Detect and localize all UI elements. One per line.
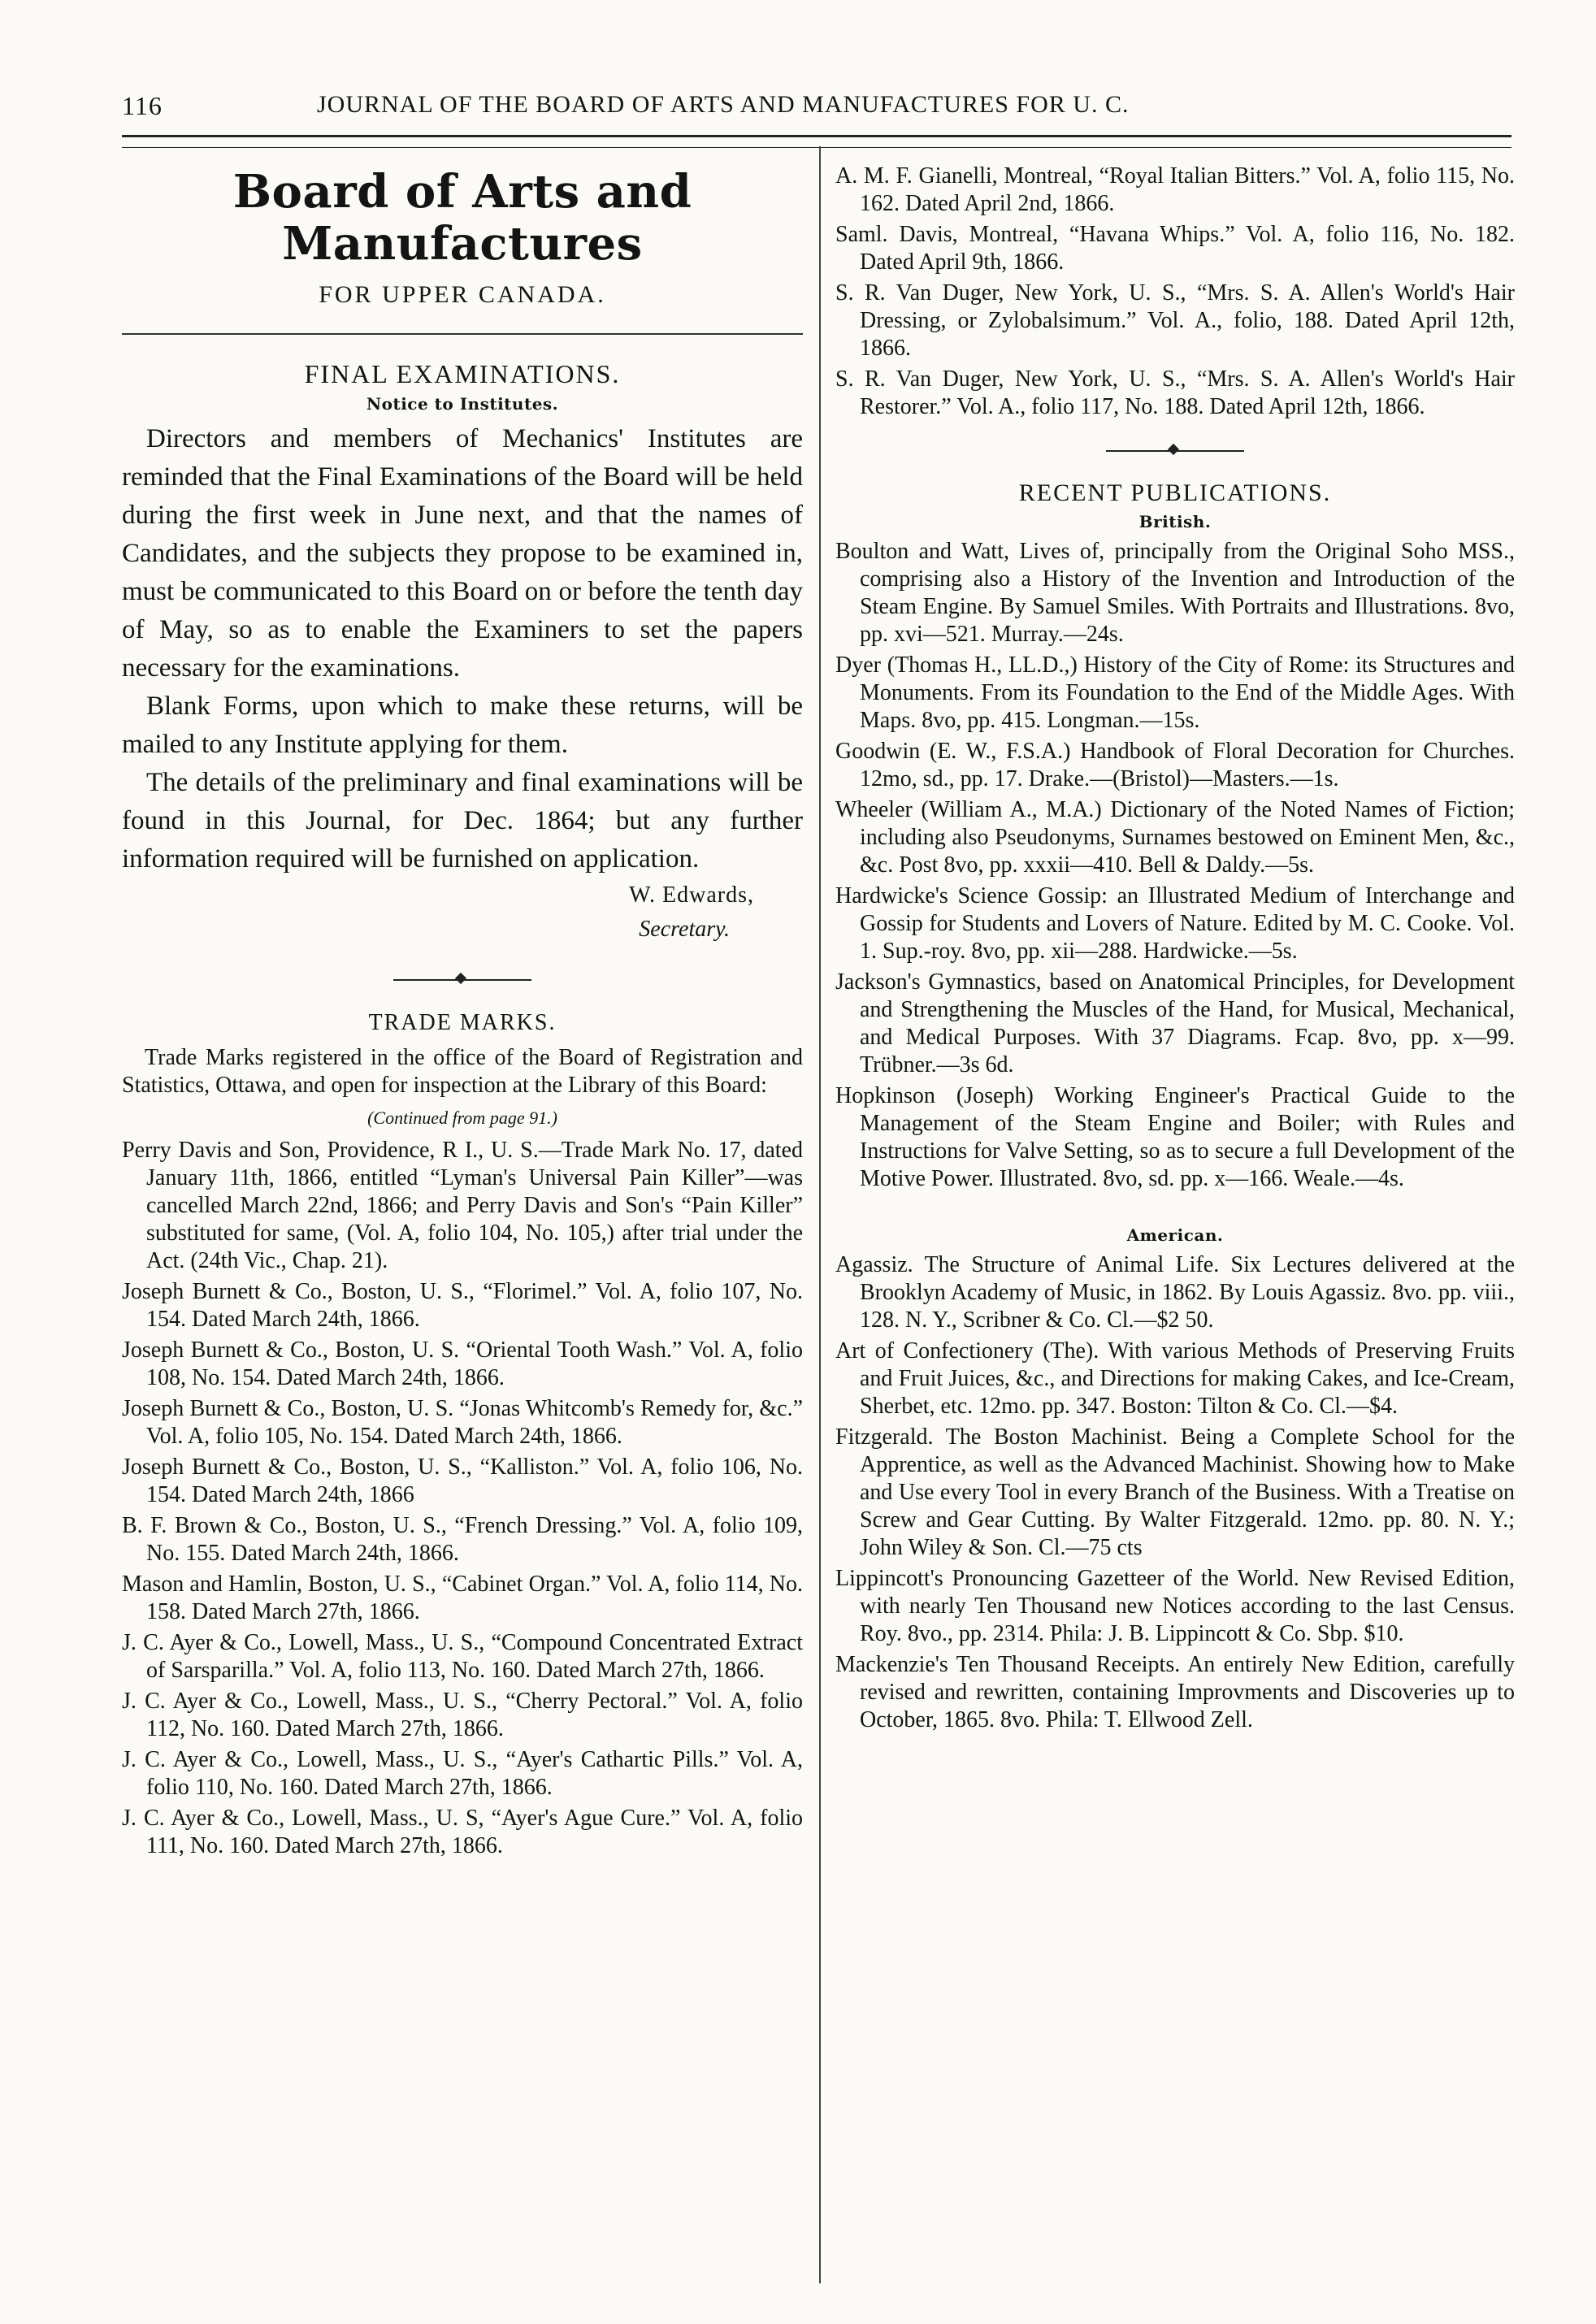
trade-marks-list	[122, 1137, 803, 1860]
header-double-rule	[122, 135, 1511, 148]
trade-mark-entry: Joseph Burnett & Co., Boston, U. S. “Oriental Tooth Wash.” Vol. A, folio 108, No. 154. Dated March 24th, 1866.	[122, 1338, 803, 1390]
trade-marks-intro: Trade Marks registered in the office of the Board of Registration and Statistics, Ottawa, and open for inspection at the Library of this Board:	[122, 1045, 803, 1098]
publication-entry: Boulton and Watt, Lives of, principally from the Original Soho MSS., comprising also a History of the Invention and Introduction of the Steam Engine. By Samuel Smiles. With Portraits and Illustrations. 8vo, pp. xvi—521. Murray.—24s.	[835, 539, 1515, 647]
trade-mark-entry: B. F. Brown & Co., Boston, U. S., “French Dressing.” Vol. A, folio 109, No. 155. Dated March 24th, 1866.	[122, 1513, 803, 1566]
final-exams-paragraph-3: The details of the preliminary and final examinations will be found in this Journal, for Dec. 1864; but any further information required will be furnished on application.	[122, 768, 803, 874]
signature-title: Secretary.	[639, 917, 730, 942]
american-subheading: American.	[1126, 1225, 1224, 1245]
trade-mark-entry: Joseph Burnett & Co., Boston, U. S., “Florimel.” Vol. A, folio 107, No. 154. Dated March 24th, 1866.	[122, 1279, 803, 1332]
trade-mark-entry: Joseph Burnett & Co., Boston, U. S., “Kalliston.” Vol. A, folio 106, No. 154. Dated March 24th, 1866	[122, 1455, 803, 1507]
final-exams-paragraph-2: Blank Forms, upon which to make these returns, will be mailed to any Institute applying for them.	[122, 692, 803, 759]
masthead-title: Board of Arts and Manufactures	[232, 165, 692, 271]
final-exams-paragraph-1: Directors and members of Mechanics' Institutes are reminded that the Final Examinations of the Board will be held during the first week in June next, and that the names of Candidates, and the subjects they propose to be examined in, must be communicated to this Board on or before the tenth day of May, so as to enable the Examiners to set the papers necessary for the examinations.	[122, 424, 803, 683]
trade-mark-entry: S. R. Van Duger, New York, U. S., “Mrs. S. A. Allen's World's Hair Dressing, or Zylobalsimum.” Vol. A., folio, 188. Dated April 12th, 1866.	[835, 280, 1515, 361]
column-divider	[819, 146, 821, 2283]
trade-mark-entry: J. C. Ayer & Co., Lowell, Mass., U. S., “Ayer's Cathartic Pills.” Vol. A, folio 110, No. 160. Dated March 27th, 1866.	[122, 1747, 803, 1800]
masthead-subtitle: FOR UPPER CANADA.	[319, 281, 606, 308]
final-exams-subheading: Notice to Institutes.	[366, 394, 559, 414]
publication-entry: Dyer (Thomas H., LL.D.,) History of the City of Rome: its Structures and Monuments. From its Foundation to the End of the Middle Ages. With Maps. 8vo, pp. 415. Longman.—15s.	[835, 653, 1515, 733]
publication-entry: Hardwicke's Science Gossip: an Illustrated Medium of Interchange and Gossip for Students and Lovers of Nature. Edited by M. C. Cooke. Vol. 1. Sup.-roy. 8vo, pp. xii—288. Hardwicke.—5s.	[835, 883, 1515, 964]
publication-entry: Fitzgerald. The Boston Machinist. Being a Complete School for the Apprentice, as well as the Advanced Machinist. Showing how to Make and Use every Tool in every Branch of the Business. With a Treatise on Screw and Gear Cutting. By Walter Fitzgerald. 12mo. pp. 80. N. Y.; John Wiley & Son. Cl.—75 cts	[835, 1424, 1515, 1560]
trade-marks-continued-list	[835, 163, 1515, 421]
trade-mark-entry: Perry Davis and Son, Providence, R I., U. S.—Trade Mark No. 17, dated January 11th, 1866, entitled “Lyman's Universal Pain Killer”—was cancelled March 22nd, 1866; and Perry Davis and Son's “Pain Killer” substituted for same, (Vol. A, folio 104, No. 105,) after trial under the Act. (24th Vic., Chap. 21).	[122, 1138, 803, 1273]
page-number: 116	[122, 91, 163, 120]
publication-entry: Lippincott's Pronouncing Gazetteer of the World. New Revised Edition, with nearly Ten Thousand new Notices according to the last Census. Roy. 8vo., pp. 2314. Phila: J. B. Lippincott & Co. Sbp. $10.	[835, 1566, 1515, 1646]
page-header	[122, 91, 1503, 130]
section-rule	[122, 333, 803, 335]
publication-entry: Hopkinson (Joseph) Working Engineer's Practical Guide to the Management of the Steam Engine and Boiler; with Rules and Instructions for Valve Setting, so as to secure a full Development of the Motive Power. Illustrated. 8vo, sd. pp. x—166. Weale.—4s.	[835, 1083, 1515, 1191]
trade-mark-entry: J. C. Ayer & Co., Lowell, Mass., U. S, “Ayer's Ague Cure.” Vol. A, folio 111, No. 160. Dated March 27th, 1866.	[122, 1806, 803, 1858]
trade-mark-entry: Joseph Burnett & Co., Boston, U. S. “Jonas Whitcomb's Remedy for, &c.” Vol. A, folio 105, No. 154. Dated March 24th, 1866.	[122, 1396, 803, 1449]
publication-entry: Jackson's Gymnastics, based on Anatomical Principles, for Development and Strengthening the Muscles of the Hand, for Musical, Mechanical, and Medical Purposes. With 37 Diagrams. Fcap. 8vo, pp. x—99. Trübner.—3s 6d.	[835, 969, 1515, 1077]
publication-entry: Art of Confectionery (The). With various Methods of Preserving Fruits and Fruit Juices, &c., and Directions for making Cakes, and Ice-Cream, Sherbet, etc. 12mo. pp. 347. Boston: Tilton & Co. Cl.—$4.	[835, 1338, 1515, 1419]
british-subheading: British.	[1138, 512, 1212, 531]
publication-entry: Agassiz. The Structure of Animal Life. Six Lectures delivered at the Brooklyn Academy of Music, in 1862. By Louis Agassiz. 8vo. pp. viii., 128. N. Y., Scribner & Co. Cl.—$2 50.	[835, 1252, 1515, 1333]
trade-marks-heading: TRADE MARKS.	[368, 1010, 557, 1035]
left-column	[122, 163, 803, 1863]
signature-block	[122, 878, 803, 947]
trade-marks-continued-note: (Continued from page 91.)	[367, 1108, 557, 1128]
trade-mark-entry: J. C. Ayer & Co., Lowell, Mass., U. S., “Compound Concentrated Extract of Sarsparilla.” Vol. A, folio 113, No. 160. Dated March 27th, 1866.	[122, 1630, 803, 1683]
trade-mark-entry: S. R. Van Duger, New York, U. S., “Mrs. S. A. Allen's World's Hair Restorer.” Vol. A., folio 117, No. 188. Dated April 12th, 1866.	[835, 366, 1515, 419]
signature-name: W. Edwards,	[629, 882, 754, 908]
publication-entry: Mackenzie's Ten Thousand Receipts. An entirely New Edition, carefully revised and rewritten, containing Improvments and Discoveries up to October, 1865. 8vo. Phila: T. Ellwood Zell.	[835, 1652, 1515, 1732]
right-column	[835, 163, 1515, 1737]
trade-mark-entry: Mason and Hamlin, Boston, U. S., “Cabinet Organ.” Vol. A, folio 114, No. 158. Dated March 27th, 1866.	[122, 1572, 803, 1624]
final-exams-heading: FINAL EXAMINATIONS.	[304, 359, 621, 388]
publication-entry: Wheeler (William A., M.A.) Dictionary of the Noted Names of Fiction; including also Pseudonyms, Surnames bestowed on Eminent Men, &c., &c. Post 8vo, pp. xxxii—410. Bell & Daldy.—5s.	[835, 797, 1515, 878]
american-publications-list	[835, 1251, 1515, 1734]
trade-mark-entry: J. C. Ayer & Co., Lowell, Mass., U. S., “Cherry Pectoral.” Vol. A, folio 112, No. 160. Dated March 27th, 1866.	[122, 1689, 803, 1741]
publication-entry: Goodwin (E. W., F.S.A.) Handbook of Floral Decoration for Churches. 12mo, sd., pp. 17. Drake.—(Bristol)—Masters.—1s.	[835, 739, 1515, 791]
recent-publications-heading: RECENT PUBLICATIONS.	[1018, 479, 1332, 506]
running-title: JOURNAL OF THE BOARD OF ARTS AND MANUFACTURES FOR U. C.	[317, 91, 1130, 118]
separator-ornament	[1106, 445, 1244, 457]
british-publications-list	[835, 538, 1515, 1193]
separator-ornament	[393, 974, 531, 986]
trade-mark-entry: A. M. F. Gianelli, Montreal, “Royal Italian Bitters.” Vol. A, folio 115, No. 162. Dated April 2nd, 1866.	[835, 163, 1515, 216]
trade-mark-entry: Saml. Davis, Montreal, “Havana Whips.” Vol. A, folio 116, No. 182. Dated April 9th, 1866.	[835, 222, 1515, 275]
